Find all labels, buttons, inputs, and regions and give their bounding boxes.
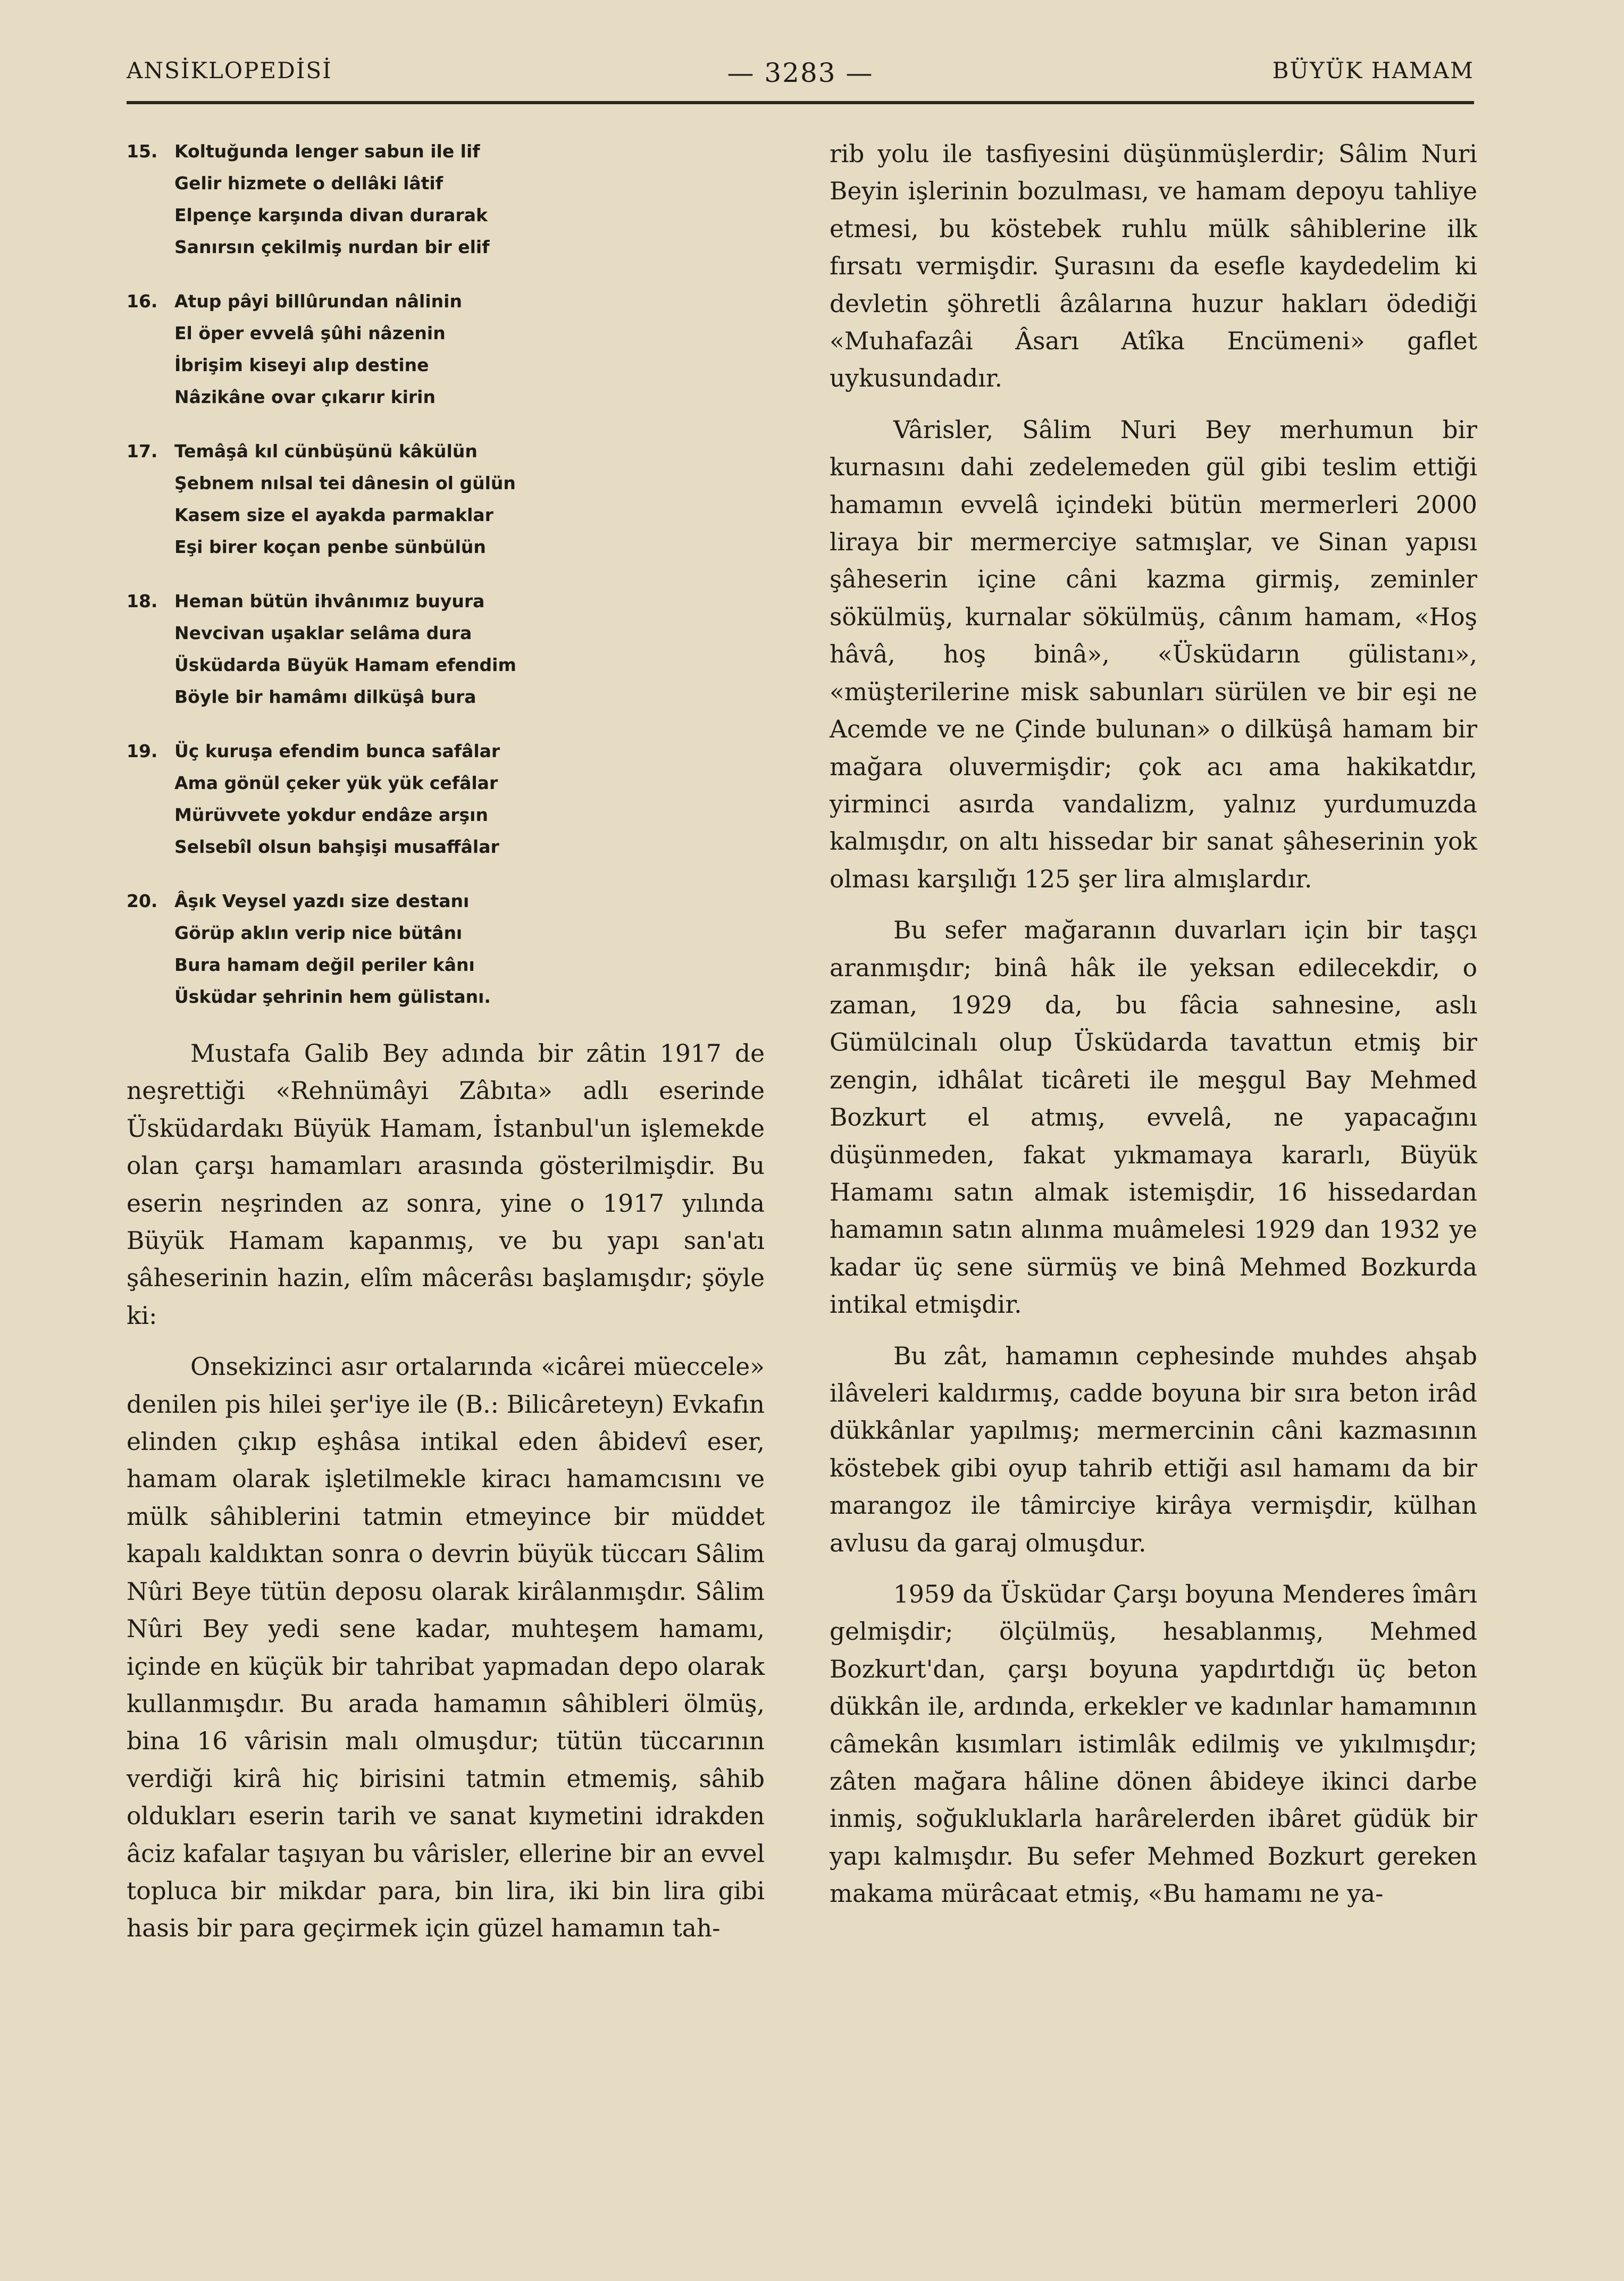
paragraph: Vârisler, Sâlim Nuri Bey merhumun bir kurnasını dahi zedelemeden gül gibi teslim ettiği hamamın evvelâ içindeki bütün mermerleri 2000 liraya bir mermerciye satmışlar, ve Sinan yapısı şâheserin içine câni kazma girmiş, zeminler sökülmüş, kurnalar sökülmüş, cânım hamam, «Hoş hâvâ, hoş binâ», «Üsküdarın gülistanı», «müşterilerine misk sabunları sürülen ve bir eşi ne Acemde ve ne Çinde bulunan» o dilküşâ hamam bir mağara oluvermişdir; çok acı ama hakikatdır, yirminci asırda vandalizm, yalnız yurdumuzda kalmışdır, on altı hissedar bir sanat şâheserinin yok olması karşılığı 125 şer lira almışlardır.: [830, 415, 1477, 893]
verse-line: Görüp aklın verip nice bütânı: [174, 923, 463, 943]
paragraph: Mustafa Galib Bey adında bir zâtin 1917 de neşrettiği «Rehnümâyi Zâbıta» adlı eserinde Üsküdardakı Büyük Hamam, İstanbul'un işlemekde olan çarşı hamamları arasında gösterilmişdir. Bu eserin neşrinden az sonra, yine o 1917 yılında Büyük Hamam kapanmış, ve bu yapı san'atı şâheserinin hazin, elîm mâcerâsı başlamışdır; şöyle ki:: [127, 1039, 765, 1330]
stanza-number: 19.: [127, 741, 158, 761]
stanza-number: 18.: [127, 591, 158, 611]
verse-line: El öper evvelâ şûhi nâzenin: [174, 323, 446, 343]
verse-lines: [174, 136, 765, 263]
poem-stanza: [127, 885, 765, 1013]
verse-lines: [174, 885, 765, 1013]
left-column: [127, 136, 765, 1961]
verse-lines: [174, 735, 765, 863]
right-prose: [830, 136, 1477, 1913]
page-number: — 3283 —: [727, 57, 874, 88]
stanza-number: 15.: [127, 141, 158, 162]
poem: [127, 136, 765, 1013]
stanza-number: 20.: [127, 891, 158, 911]
verse-line: Kasem size el ayakda parmaklar: [174, 505, 493, 525]
verse-line: Üsküdarda Büyük Hamam efendim: [174, 655, 516, 675]
verse-line: Ama gönül çeker yük yük cefâlar: [174, 773, 498, 793]
poem-stanza: [127, 435, 765, 563]
verse-line: Üsküdar şehrinin hem gülistanı.: [174, 986, 491, 1007]
verse-line: Üç kuruşa efendim bunca safâlar: [174, 741, 500, 761]
paragraph: rib yolu ile tasfiyesini düşünmüşlerdir; Sâlim Nuri Beyin işlerinin bozulması, ve hamam depoyu tahliye etmesi, bu köstebek ruhlu mülk sâhiblerine ilk fırsatı vermişdir. Şurasını da esefle kaydedelim ki devletin şöhretli âzâlarına huzur hakları ödediği «Muhafazâi Âsarı Atîka Encümeni» gaflet uykusundadır.: [830, 140, 1477, 393]
verse-line: Mürüvvete yokdur endâze arşın: [174, 804, 488, 825]
verse-lines: [174, 286, 765, 413]
right-column: [830, 136, 1477, 1927]
verse-line: Şebnem nılsal tei dânesin ol gülün: [174, 473, 516, 493]
verse-line: Elpençe karşında divan durarak: [174, 205, 488, 225]
paragraph: 1959 da Üsküdar Çarşı boyuna Menderes îmârı gelmişdir; ölçülmüş, hesablanmış, Mehmed Bozkurt'dan, çarşı boyuna yapdırtdığı üç beton dükkân ile, ardında, erkekler ve kadınlar hamamının câmekân kısımları istimlâk edilmiş ve yıkılmışdır; zâten mağara hâline dönen âbideye ikinci darbe inmiş, soğukluklarla harârelerden ibâret güdük bir yapı kalmışdır. Bu sefer Mehmed Bozkurt gereken makama mürâcaat etmiş, «Bu hamamı ne ya-: [830, 1580, 1477, 1908]
stanza-number: 16.: [127, 291, 158, 312]
header-rule: [127, 101, 1474, 104]
poem-stanza: [127, 585, 765, 713]
verse-line: Selsebîl olsun bahşişi musaffâlar: [174, 836, 499, 857]
poem-stanza: [127, 286, 765, 413]
verse-line: Nevcivan uşaklar selâma dura: [174, 623, 472, 643]
paragraph: Bu zât, hamamın cephesinde muhdes ahşab ilâveleri kaldırmış, cadde boyuna bir sıra beton irâd dükkânlar yapılmış; mermercinin câni kazmasının köstebek gibi oyup tahrib ettiği asıl hamamı da bir marangoz ile tâmirciye kirâya vermişdir, külhan avlusu da garaj olmuşdur.: [830, 1341, 1477, 1557]
header-entry-title: BÜYÜK HAMAM: [1272, 57, 1474, 83]
verse-line: Nâzikâne ovar çıkarır kirin: [174, 387, 436, 407]
paragraph: Bu sefer mağaranın duvarları için bir taşçı aranmışdır; binâ hâk ile yeksan edilecekdir, o zaman, 1929 da, bu fâcia sahnesine, aslı Gümülcinalı olup Üsküdarda tavattun etmiş bir zengin, idhâlat ticâreti ile meşgul Bay Mehmed Bozkurt el atmış, evvelâ, ne yapacağını düşünmeden, fakat yıkmamaya kararlı, Büyük Hamamı satın almak istemişdir, 16 hissedardan hamamın satın alınma muâmelesi 1929 dan 1932 ye kadar üç sene sürmüş ve binâ Mehmed Bozkurda intikal etmişdir.: [830, 916, 1477, 1319]
verse-line: Âşık Veysel yazdı size destanı: [174, 891, 470, 911]
header-series-title: ANSİKLOPEDİSİ: [127, 57, 332, 83]
verse-line: Temâşâ kıl cünbüşünü kâkülün: [174, 441, 478, 462]
poem-stanza: [127, 735, 765, 863]
verse-line: Sanırsın çekilmiş nurdan bir elif: [174, 237, 490, 257]
verse-line: Koltuğunda lenger sabun ile lif: [174, 141, 480, 162]
page-header: [127, 57, 1474, 100]
stanza-number: 17.: [127, 441, 158, 462]
left-prose: [127, 1035, 765, 1948]
paragraph: Onsekizinci asır ortalarında «icârei müeccele» denilen pis hilei şer'iye ile (B.: Bilicâreteyn) Evkafın elinden çıkıp eşhâsa intikal eden âbidevî eser, hamam olarak işletilmekle kiracı hamamcısını ve mülk sâhiblerini tatmin etmeyince bir müddet kapalı kaldıktan sonra o devrin büyük tüccarı Sâlim Nûri Beye tütün deposu olarak kirâlanmışdır. Sâlim Nûri Bey yedi sene kadar, muhteşem hamamı, içinde en küçük bir tahribat yapmadan depo olarak kullanmışdır. Bu arada hamamın sâhibleri ölmüş, bina 16 vârisin malı olmuşdur; tütün tüccarının verdiği kirâ hiç birisini tatmin etmemiş, sâhib oldukları eserin tarih ve sanat kıymetini idrakden âciz kafalar taşıyan bu vârisler, ellerine bir an evvel topluca bir mikdar para, bin lira, iki bin lira gibi hasis bir para geçirmek için güzel hamamın tah-: [127, 1353, 765, 1943]
verse-line: Bura hamam değil periler kânı: [174, 954, 475, 975]
verse-line: Gelir hizmete o dellâki lâtif: [174, 173, 443, 194]
verse-lines: [174, 435, 765, 563]
verse-line: Böyle bir hamâmı dilküşâ bura: [174, 686, 476, 707]
verse-line: Atup pâyi billûrundan nâlinin: [174, 291, 462, 312]
verse-lines: [174, 585, 765, 713]
verse-line: Heman bütün ihvânımız buyura: [174, 591, 485, 611]
verse-line: Eşi birer koçan penbe sünbülün: [174, 536, 486, 557]
verse-line: İbrişim kiseyi alıp destine: [174, 355, 429, 375]
poem-stanza: [127, 136, 765, 263]
